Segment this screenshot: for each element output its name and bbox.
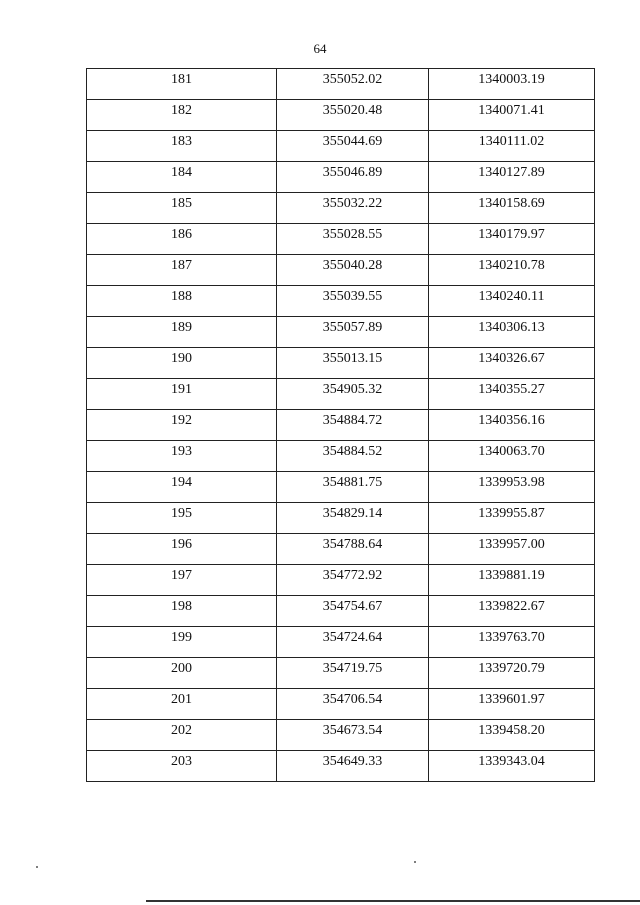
table-row [87, 100, 595, 131]
table-row [87, 162, 595, 193]
table-row [87, 596, 595, 627]
x-coordinate-cell: 355028.55 [277, 224, 429, 255]
y-coordinate-cell: 1339955.87 [429, 503, 595, 534]
y-coordinate-cell: 1339953.98 [429, 472, 595, 503]
table-row [87, 627, 595, 658]
y-coordinate-cell: 1340158.69 [429, 193, 595, 224]
point-number-cell: 187 [87, 255, 277, 286]
x-coordinate-cell: 354788.64 [277, 534, 429, 565]
scan-speck [414, 861, 416, 863]
point-number-cell: 186 [87, 224, 277, 255]
point-number-cell: 195 [87, 503, 277, 534]
table-row [87, 565, 595, 596]
x-coordinate-cell: 354772.92 [277, 565, 429, 596]
x-coordinate-cell: 355057.89 [277, 317, 429, 348]
x-coordinate-cell: 354881.75 [277, 472, 429, 503]
y-coordinate-cell: 1339343.04 [429, 751, 595, 782]
point-number-cell: 199 [87, 627, 277, 658]
y-coordinate-cell: 1340071.41 [429, 100, 595, 131]
table-row [87, 689, 595, 720]
x-coordinate-cell: 355020.48 [277, 100, 429, 131]
y-coordinate-cell: 1339957.00 [429, 534, 595, 565]
table-row [87, 410, 595, 441]
y-coordinate-cell: 1340003.19 [429, 69, 595, 100]
point-number-cell: 200 [87, 658, 277, 689]
point-number-cell: 188 [87, 286, 277, 317]
x-coordinate-cell: 354884.72 [277, 410, 429, 441]
point-number-cell: 189 [87, 317, 277, 348]
point-number-cell: 192 [87, 410, 277, 441]
point-number-cell: 190 [87, 348, 277, 379]
point-number-cell: 203 [87, 751, 277, 782]
point-number-cell: 193 [87, 441, 277, 472]
table-row [87, 224, 595, 255]
x-coordinate-cell: 355040.28 [277, 255, 429, 286]
point-number-cell: 197 [87, 565, 277, 596]
y-coordinate-cell: 1340326.67 [429, 348, 595, 379]
x-coordinate-cell: 355046.89 [277, 162, 429, 193]
point-number-cell: 183 [87, 131, 277, 162]
y-coordinate-cell: 1339720.79 [429, 658, 595, 689]
table-row [87, 472, 595, 503]
x-coordinate-cell: 354884.52 [277, 441, 429, 472]
x-coordinate-cell: 354706.54 [277, 689, 429, 720]
coordinates-table-body [87, 69, 595, 782]
page-number: 64 [313, 41, 327, 56]
x-coordinate-cell: 354724.64 [277, 627, 429, 658]
y-coordinate-cell: 1340210.78 [429, 255, 595, 286]
point-number-cell: 182 [87, 100, 277, 131]
point-number-cell: 201 [87, 689, 277, 720]
x-coordinate-cell: 355039.55 [277, 286, 429, 317]
table-row [87, 751, 595, 782]
y-coordinate-cell: 1339763.70 [429, 627, 595, 658]
table-row [87, 379, 595, 410]
point-number-cell: 191 [87, 379, 277, 410]
x-coordinate-cell: 355013.15 [277, 348, 429, 379]
y-coordinate-cell: 1340355.27 [429, 379, 595, 410]
table-row [87, 131, 595, 162]
x-coordinate-cell: 355052.02 [277, 69, 429, 100]
y-coordinate-cell: 1339822.67 [429, 596, 595, 627]
x-coordinate-cell: 354649.33 [277, 751, 429, 782]
y-coordinate-cell: 1340240.11 [429, 286, 595, 317]
point-number-cell: 185 [87, 193, 277, 224]
y-coordinate-cell: 1340306.13 [429, 317, 595, 348]
y-coordinate-cell: 1339881.19 [429, 565, 595, 596]
table-row [87, 658, 595, 689]
point-number-cell: 198 [87, 596, 277, 627]
x-coordinate-cell: 354905.32 [277, 379, 429, 410]
point-number-cell: 202 [87, 720, 277, 751]
bottom-rule [146, 900, 640, 902]
table-row [87, 720, 595, 751]
coordinates-table [86, 68, 595, 782]
x-coordinate-cell: 355032.22 [277, 193, 429, 224]
table-row [87, 503, 595, 534]
x-coordinate-cell: 354754.67 [277, 596, 429, 627]
y-coordinate-cell: 1339458.20 [429, 720, 595, 751]
table-row [87, 255, 595, 286]
x-coordinate-cell: 354829.14 [277, 503, 429, 534]
table-row [87, 193, 595, 224]
table-row [87, 534, 595, 565]
table-row [87, 441, 595, 472]
y-coordinate-cell: 1340127.89 [429, 162, 595, 193]
y-coordinate-cell: 1340111.02 [429, 131, 595, 162]
point-number-cell: 194 [87, 472, 277, 503]
point-number-cell: 184 [87, 162, 277, 193]
x-coordinate-cell: 355044.69 [277, 131, 429, 162]
table-row [87, 286, 595, 317]
table-row [87, 69, 595, 100]
point-number-cell: 196 [87, 534, 277, 565]
y-coordinate-cell: 1340063.70 [429, 441, 595, 472]
y-coordinate-cell: 1339601.97 [429, 689, 595, 720]
scan-speck [36, 866, 38, 868]
x-coordinate-cell: 354673.54 [277, 720, 429, 751]
table-row [87, 348, 595, 379]
point-number-cell: 181 [87, 69, 277, 100]
y-coordinate-cell: 1340179.97 [429, 224, 595, 255]
table-row [87, 317, 595, 348]
x-coordinate-cell: 354719.75 [277, 658, 429, 689]
y-coordinate-cell: 1340356.16 [429, 410, 595, 441]
